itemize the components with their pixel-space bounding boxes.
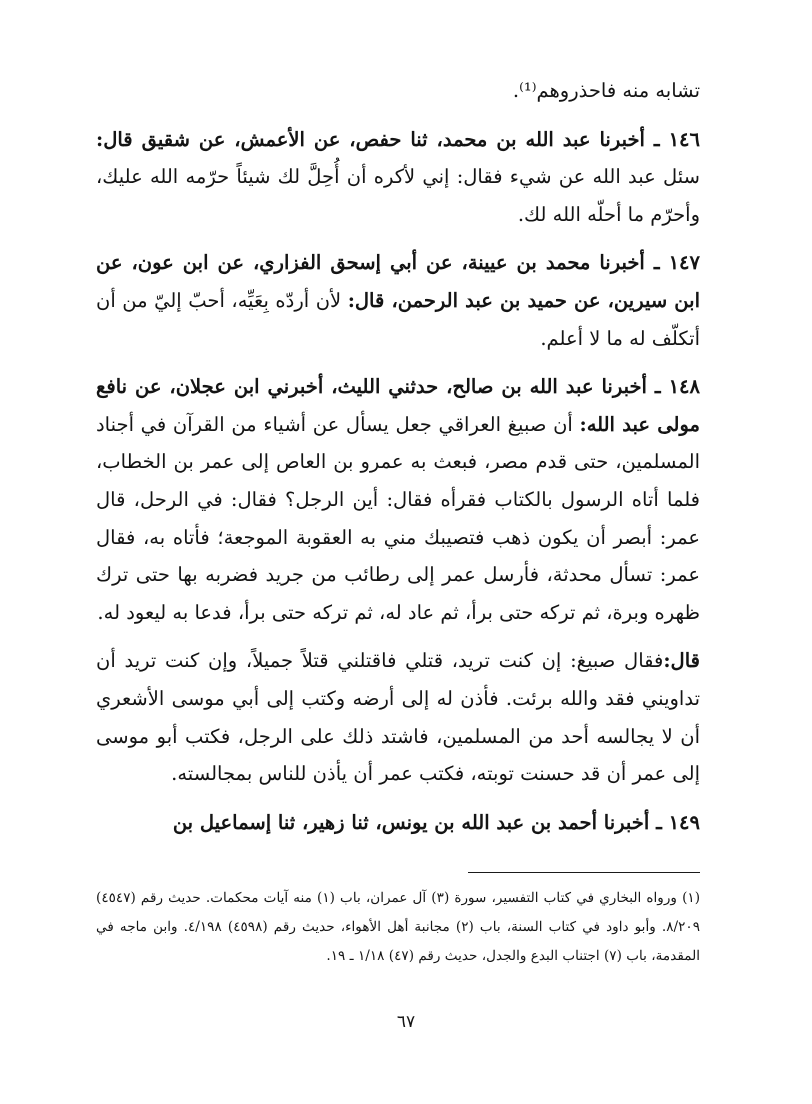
paragraph-lead: ١٤٨ ـ أخبرنا عبد الله بن صالح، حدثني الليث، أخبرني ابن عجلان، عن نافع مولى عبد الله: [96, 375, 700, 436]
paragraph-body: سئل عبد الله عن شيء فقال: إني لأكره أن أُحِلَّ لك شيئاً حرّمه الله عليك، وأحرّم ما أحلّه الله لك. [96, 165, 700, 226]
paragraph-lead: ١٤٩ ـ أخبرنا أحمد بن عبد الله بن يونس، ثنا زهير، ثنا إسماعيل بن [172, 810, 700, 834]
paragraph-146 [96, 121, 700, 234]
paragraph-lead: ١٤٦ ـ أخبرنا عبد الله بن محمد، ثنا حفص، عن الأعمش، عن شقيق قال: [96, 127, 700, 151]
main-text [96, 72, 700, 841]
paragraph-147 [96, 244, 700, 357]
footnote-divider [468, 872, 700, 873]
paragraph-148 [96, 368, 700, 631]
paragraph-149 [96, 804, 700, 842]
paragraph-body: تشابه منه فاحذروهم⁽¹⁾. [512, 79, 700, 102]
paragraph-lead: قال: [663, 649, 700, 673]
paragraph-body: أن صبيغ العراقي جعل يسأل عن أشياء من القرآن في أجناد المسلمين، حتى قدم مصر، فبعث به عمرو بن العاص إلى عمر بن الخطاب، فلما أتاه الرسول بالكتاب فقرأه فقال: أين الرجل؟ فقال: في الرحل، قال عمر: أبصر أن يكون ذهب فتصيبك مني به العقوبة الموجعة؛ فأتاه به، فقال عمر: تسأل محدثة، فأرسل عمر إلى رطائب من جريد فضربه بها حتى ترك ظهره وبرة، ثم تركه حتى برأ، ثم عاد له، ثم تركه حتى برأ، فدعا به ليعود له. [96, 412, 700, 624]
footnotes [96, 884, 700, 971]
footnote-1: (١) ورواه البخاري في كتاب التفسير، سورة (٣) آل عمران، باب (١) منه آيات محكمات. حديث رقم (٤٥٤٧) ٨/٢٠٩. وأبو داود في كتاب السنة، باب (٢) مجانبة أهل الأهواء، حديث رقم (٤٥٩٨) ٤/١٩٨. وابن ماجه في المقدمة، باب (٧) اجتناب البدع والجدل، حديث رقم (٤٧) ١/١٨ ـ ١٩. [96, 890, 701, 964]
paragraph-lead: ١٤٧ ـ أخبرنا محمد بن عيينة، عن أبي إسحق الفزاري، عن ابن عون، عن ابن سيرين، عن حميد بن عبد الرحمن، قال: [96, 251, 700, 312]
paragraph-continuation [96, 72, 700, 110]
paragraph-body: فقال صبيغ: إن كنت تريد، قتلي فاقتلني قتلاً جميلاً، وإن كنت تريد أن تداويني فقد والله برئت. فأذن له إلى أرضه وكتب إلى أبي موسى الأشعري أن لا يجالسه أحد من المسلمين، فاشتد ذلك على الرجل، فكتب أبو موسى إلى عمر أن قد حسنت توبته، فكتب عمر أن يأذن للناس بمجالسته. [96, 649, 700, 786]
paragraph-sabigh-reply [96, 642, 700, 792]
paragraph-body: لأن أردّه بِعَيِّه، أحبّ إليّ من أن أتكلّف له ما لا أعلم. [96, 288, 700, 350]
page-number: ٦٧ [396, 1012, 416, 1032]
